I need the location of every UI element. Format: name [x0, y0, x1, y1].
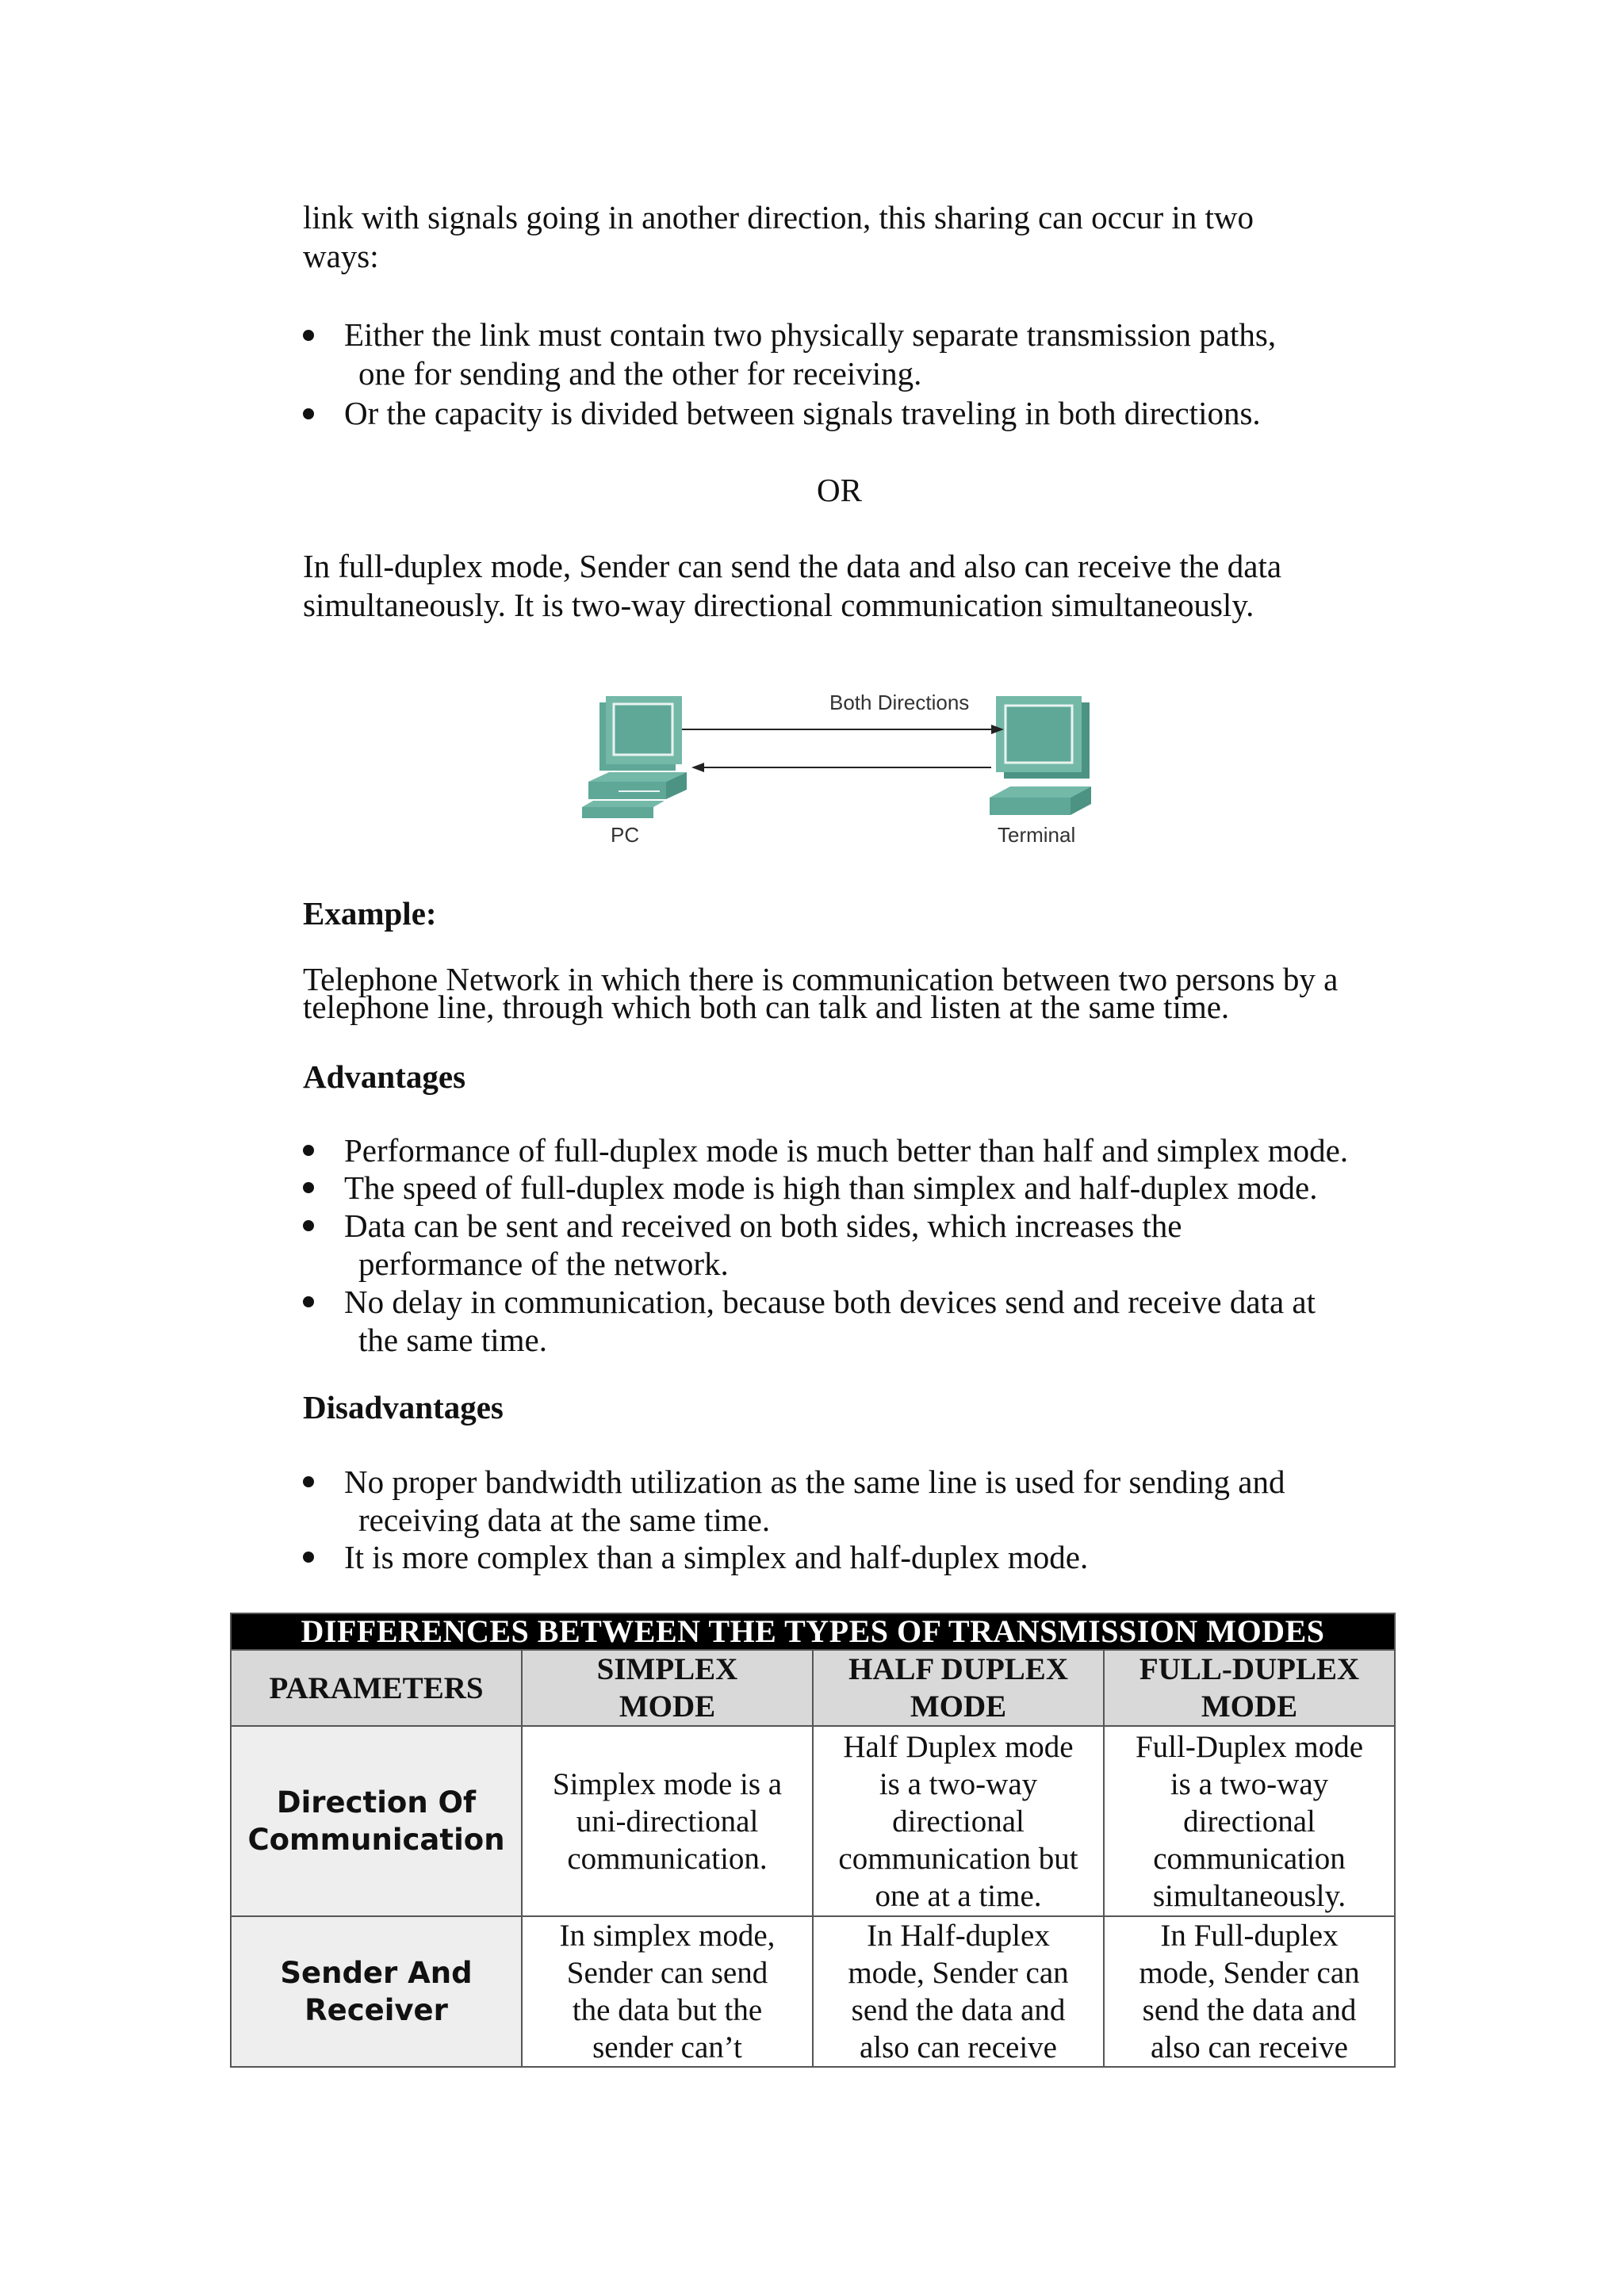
simplex-cell: Simplex mode is a uni-directional communication. — [522, 1726, 813, 1916]
sharing-bullet-1-line-1: Either the link must contain two physically separate transmission paths, — [344, 316, 1277, 353]
differences-table — [230, 1613, 1396, 2068]
header-simplex: SIMPLEX MODE — [522, 1650, 813, 1726]
example-heading: Example: — [303, 895, 437, 932]
table-title: DIFFERENCES BETWEEN THE TYPES OF TRANSMISSION MODES — [231, 1613, 1395, 1650]
bullet-icon — [303, 1552, 314, 1563]
full-duplex-cell: Full-Duplex mode is a two-way directional communication simultaneously. — [1104, 1726, 1395, 1916]
bullet-icon — [303, 1182, 314, 1193]
advantage-2-line-1: The speed of full-duplex mode is high than simplex and half-duplex mode. — [344, 1169, 1318, 1206]
definition-line-1: In full-duplex mode, Sender can send the data and also can receive the data — [303, 548, 1282, 584]
header-half-duplex: HALF DUPLEX MODE — [813, 1650, 1104, 1726]
table-header-row — [231, 1650, 1395, 1726]
terminal-label: Terminal — [998, 823, 1076, 847]
disadvantages-heading: Disadvantages — [303, 1389, 504, 1425]
disadvantage-1-line-1: No proper bandwidth utilization as the same line is used for sending and — [344, 1464, 1285, 1500]
bullet-icon — [303, 1476, 314, 1487]
bullet-icon — [303, 1296, 314, 1307]
full-duplex-cell: In Full-duplex mode, Sender can send the data and also can receive — [1104, 1916, 1395, 2067]
intro-line-2: ways: — [303, 238, 379, 274]
advantage-1-line-1: Performance of full-duplex mode is much better than half and simplex mode. — [344, 1132, 1349, 1169]
example-line-1: Telephone Network in which there is communication between two persons by a — [303, 961, 1339, 997]
pc-computer-icon — [582, 696, 687, 818]
advantage-4-line-1: No delay in communication, because both devices send and receive data at — [344, 1284, 1316, 1320]
pc-label: PC — [611, 823, 640, 847]
arrow-left-head-icon — [691, 763, 704, 772]
row-parameter: Direction Of Communication — [231, 1726, 522, 1916]
bullet-icon — [303, 1220, 314, 1231]
intro-line-1: link with signals going in another direction, this sharing can occur in two — [303, 199, 1254, 235]
full-duplex-diagram — [571, 679, 1110, 861]
advantage-3-line-1: Data can be sent and received on both sides, which increases the — [344, 1207, 1182, 1244]
half-duplex-cell: Half Duplex mode is a two-way directional communication but one at a time. — [813, 1726, 1104, 1916]
bullet-icon — [303, 408, 314, 419]
half-duplex-cell: In Half-duplex mode, Sender can send the data and also can receive — [813, 1916, 1104, 2067]
sharing-bullet-1-line-2: one for sending and the other for receiving. — [358, 355, 922, 392]
sharing-bullet-2-line-1: Or the capacity is divided between signals traveling in both directions. — [344, 395, 1261, 431]
example-line-2: telephone line, through which both can talk and listen at the same time. — [303, 989, 1230, 1025]
or-separator: OR — [817, 472, 862, 508]
advantage-4-line-2: the same time. — [358, 1322, 547, 1358]
disadvantage-2-line-1: It is more complex than a simplex and half-duplex mode. — [344, 1539, 1089, 1575]
definition-line-2: simultaneously. It is two-way directional communication simultaneously. — [303, 587, 1254, 623]
advantages-heading: Advantages — [303, 1058, 466, 1095]
table-row — [231, 1916, 1395, 2067]
arrow-label: Both Directions — [829, 691, 970, 714]
bullet-icon — [303, 330, 314, 341]
advantage-3-line-2: performance of the network. — [358, 1246, 729, 1282]
header-full-duplex: FULL-DUPLEX MODE — [1104, 1650, 1395, 1726]
disadvantage-1-line-2: receiving data at the same time. — [358, 1502, 771, 1538]
table-row — [231, 1726, 1395, 1916]
table-title-row — [231, 1613, 1395, 1650]
row-parameter: Sender And Receiver — [231, 1916, 522, 2067]
simplex-cell: In simplex mode, Sender can send the data but the sender can’t — [522, 1916, 813, 2067]
header-parameters: PARAMETERS — [231, 1650, 522, 1726]
terminal-computer-icon — [990, 696, 1091, 815]
bullet-icon — [303, 1145, 314, 1156]
